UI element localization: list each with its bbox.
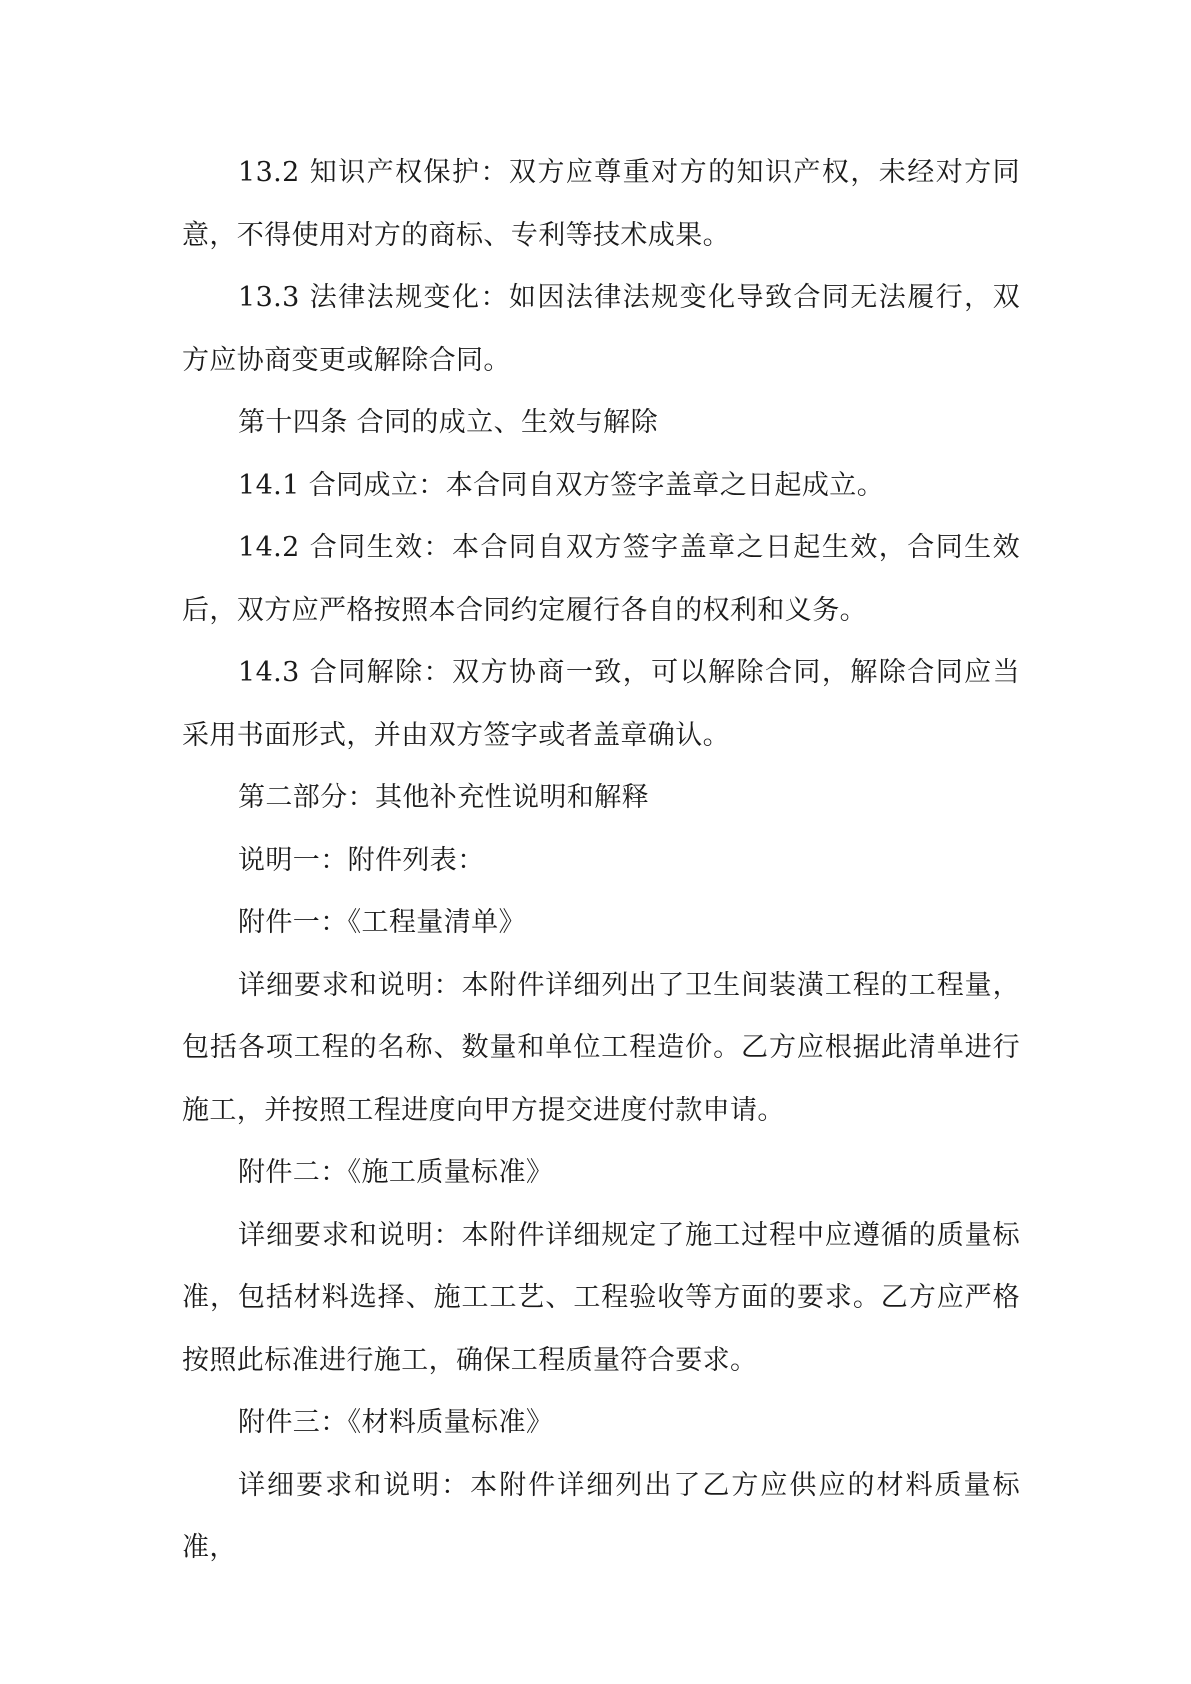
attachment-three-title: 附件三：《材料质量标准》 xyxy=(238,1407,554,1438)
clause-14-3: 14.3 合同解除：双方协商一致，可以解除合同，解除合同应当采用书面形式，并由双方签字或者盖章确认。 xyxy=(182,657,1020,751)
clause-14-2: 14.2 合同生效：本合同自双方签字盖章之日起生效，合同生效后，双方应严格按照本合同约定履行各自的权利和义务。 xyxy=(182,532,1020,626)
part-two-heading: 第二部分：其他补充性说明和解释 xyxy=(238,782,649,813)
attachment-two-title: 附件二：《施工质量标准》 xyxy=(238,1157,554,1188)
clause-13-3: 13.3 法律法规变化：如因法律法规变化导致合同无法履行，双方应协商变更或解除合同。 xyxy=(182,282,1020,376)
attachment-two-description: 详细要求和说明：本附件详细规定了施工过程中应遵循的质量标准，包括材料选择、施工工艺、工程验收等方面的要求。乙方应严格按照此标准进行施工，确保工程质量符合要求。 xyxy=(182,1219,1020,1376)
note-one-heading: 说明一：附件列表： xyxy=(238,844,485,876)
attachment-one-description: 详细要求和说明：本附件详细列出了卫生间装潢工程的工程量，包括各项工程的名称、数量和单位工程造价。乙方应根据此清单进行施工，并按照工程进度向甲方提交进度付款申请。 xyxy=(182,969,1020,1126)
document-body xyxy=(182,142,1020,1580)
clause-14-1: 14.1 合同成立：本合同自双方签字盖章之日起成立。 xyxy=(238,469,885,501)
attachment-three-description: 详细要求和说明：本附件详细列出了乙方应供应的材料质量标准， xyxy=(182,1469,1020,1563)
article-14-heading: 第十四条 合同的成立、生效与解除 xyxy=(238,407,658,438)
attachment-one-title: 附件一：《工程量清单》 xyxy=(238,907,526,938)
clause-13-2: 13.2 知识产权保护：双方应尊重对方的知识产权，未经对方同意，不得使用对方的商标、专利等技术成果。 xyxy=(182,157,1020,251)
